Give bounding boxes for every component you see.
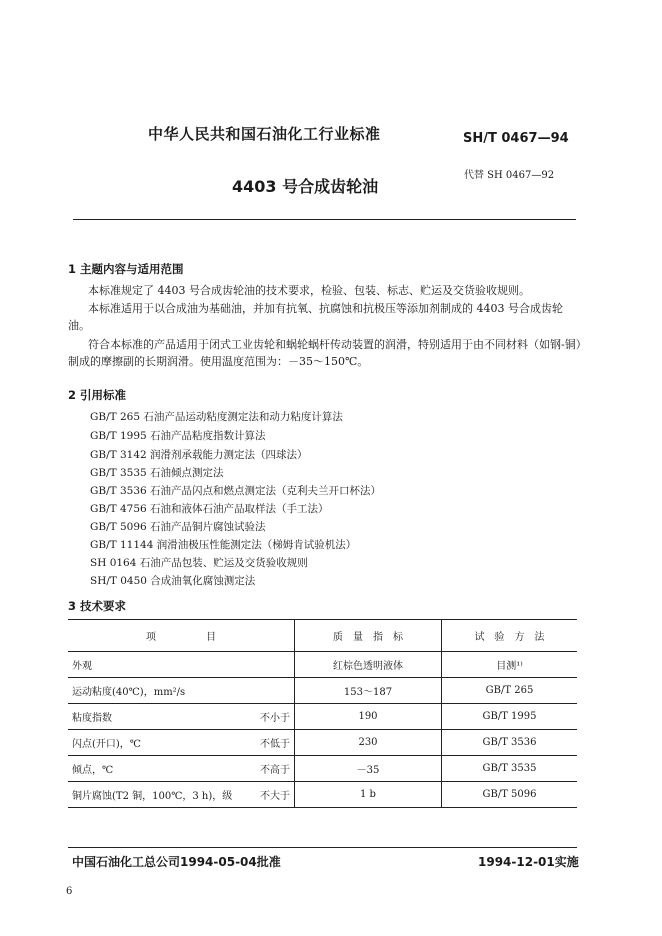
section-1-heading: 1 主题内容与适用范围 [68, 262, 184, 276]
table-row [68, 652, 577, 678]
replaces-note: 代替 SH 0467—92 [464, 170, 555, 181]
technical-requirements-table [68, 619, 577, 808]
row-spec: 红棕色透明液体 [295, 652, 442, 678]
row-item [68, 704, 295, 730]
reference-item: GB/T 5096 石油产品铜片腐蚀试验法 [90, 521, 266, 533]
section-1-paragraph-1: 本标准规定了 4403 号合成齿轮油的技术要求，检验、包装、标志、贮运及交货验收规则。 [88, 284, 530, 297]
item-name: 闪点(开口)，℃ [72, 739, 141, 750]
reference-item: GB/T 1995 石油产品粘度指数计算法 [90, 430, 266, 442]
table-row [68, 730, 577, 756]
header-divider [73, 219, 576, 220]
item-name: 运动粘度(40℃)，mm²/s [72, 687, 186, 698]
reference-item: GB/T 3535 石油倾点测定法 [90, 467, 224, 479]
row-method: GB/T 1995 [442, 704, 578, 730]
row-method: GB/T 265 [442, 678, 578, 704]
section-1-paragraph-3: 符合本标准的产品适用于闭式工业齿轮和蜗轮蜗杆传动装置的润滑，特别适用于由不同材料（如钢-铜）制成的摩擦副的长期润滑。使用温度范围为：－35～150℃。 [68, 338, 582, 368]
row-method: 目测¹⁾ [442, 652, 578, 678]
reference-item: GB/T 4756 石油和液体石油产品取样法（手工法） [90, 503, 329, 515]
approval-text: 中国石油化工总公司1994-05-04批准 [72, 855, 281, 869]
row-spec: 190 [295, 704, 442, 730]
row-spec: 230 [295, 730, 442, 756]
footer-divider [68, 847, 577, 848]
item-qualifier: 不低于 [260, 739, 290, 750]
page-number: 6 [66, 886, 73, 897]
reference-item: GB/T 11144 润滑油极压性能测定法（梯姆肯试验机法） [90, 539, 357, 551]
item-name: 铜片腐蚀(T2 铜，100℃，3 h)，级 [72, 791, 233, 802]
row-spec: －35 [295, 756, 442, 782]
row-item [68, 756, 295, 782]
header-item: 项 目 [68, 620, 295, 652]
item-name: 粘度指数 [72, 713, 112, 724]
table-row [68, 782, 577, 808]
row-method: GB/T 3535 [442, 756, 578, 782]
row-method: GB/T 5096 [442, 782, 578, 808]
item-qualifier: 不小于 [260, 713, 290, 724]
row-spec: 1 b [295, 782, 442, 808]
reference-item: SH 0164 石油产品包装、贮运及交货验收规则 [90, 557, 308, 569]
table-row [68, 678, 577, 704]
reference-item: GB/T 3536 石油产品闪点和燃点测定法（克利夫兰开口杯法） [90, 485, 382, 497]
table-row [68, 704, 577, 730]
reference-item: GB/T 3142 润滑剂承载能力测定法（四球法） [90, 449, 308, 461]
row-item [68, 678, 295, 704]
row-method: GB/T 3536 [442, 730, 578, 756]
standard-title: 中华人民共和国石油化工行业标准 [148, 125, 381, 143]
table-row [68, 756, 577, 782]
implementation-text: 1994-12-01实施 [478, 855, 579, 869]
header-spec: 质 量 指 标 [295, 620, 442, 652]
item-name: 外观 [72, 661, 92, 672]
item-qualifier: 不大于 [260, 791, 290, 802]
reference-item: SH/T 0450 合成油氧化腐蚀测定法 [90, 575, 256, 587]
row-item [68, 652, 295, 678]
section-1-paragraph-2: 本标准适用于以合成油为基础油，并加有抗氧、抗腐蚀和抗极压等添加剂制成的 4403 号合成齿轮油。 [68, 302, 563, 332]
standard-code: SH/T 0467—94 [463, 131, 569, 146]
row-item [68, 730, 295, 756]
item-name: 倾点，℃ [72, 765, 114, 776]
header-method: 试 验 方 法 [442, 620, 578, 652]
item-qualifier: 不高于 [260, 765, 290, 776]
section-2-heading: 2 引用标准 [68, 388, 127, 402]
reference-item: GB/T 265 石油产品运动粘度测定法和动力粘度计算法 [90, 411, 343, 423]
product-name: 4403 号合成齿轮油 [232, 177, 379, 196]
table-header-row [68, 620, 577, 652]
row-item [68, 782, 295, 808]
section-3-heading: 3 技术要求 [68, 599, 127, 613]
row-spec: 153～187 [295, 678, 442, 704]
